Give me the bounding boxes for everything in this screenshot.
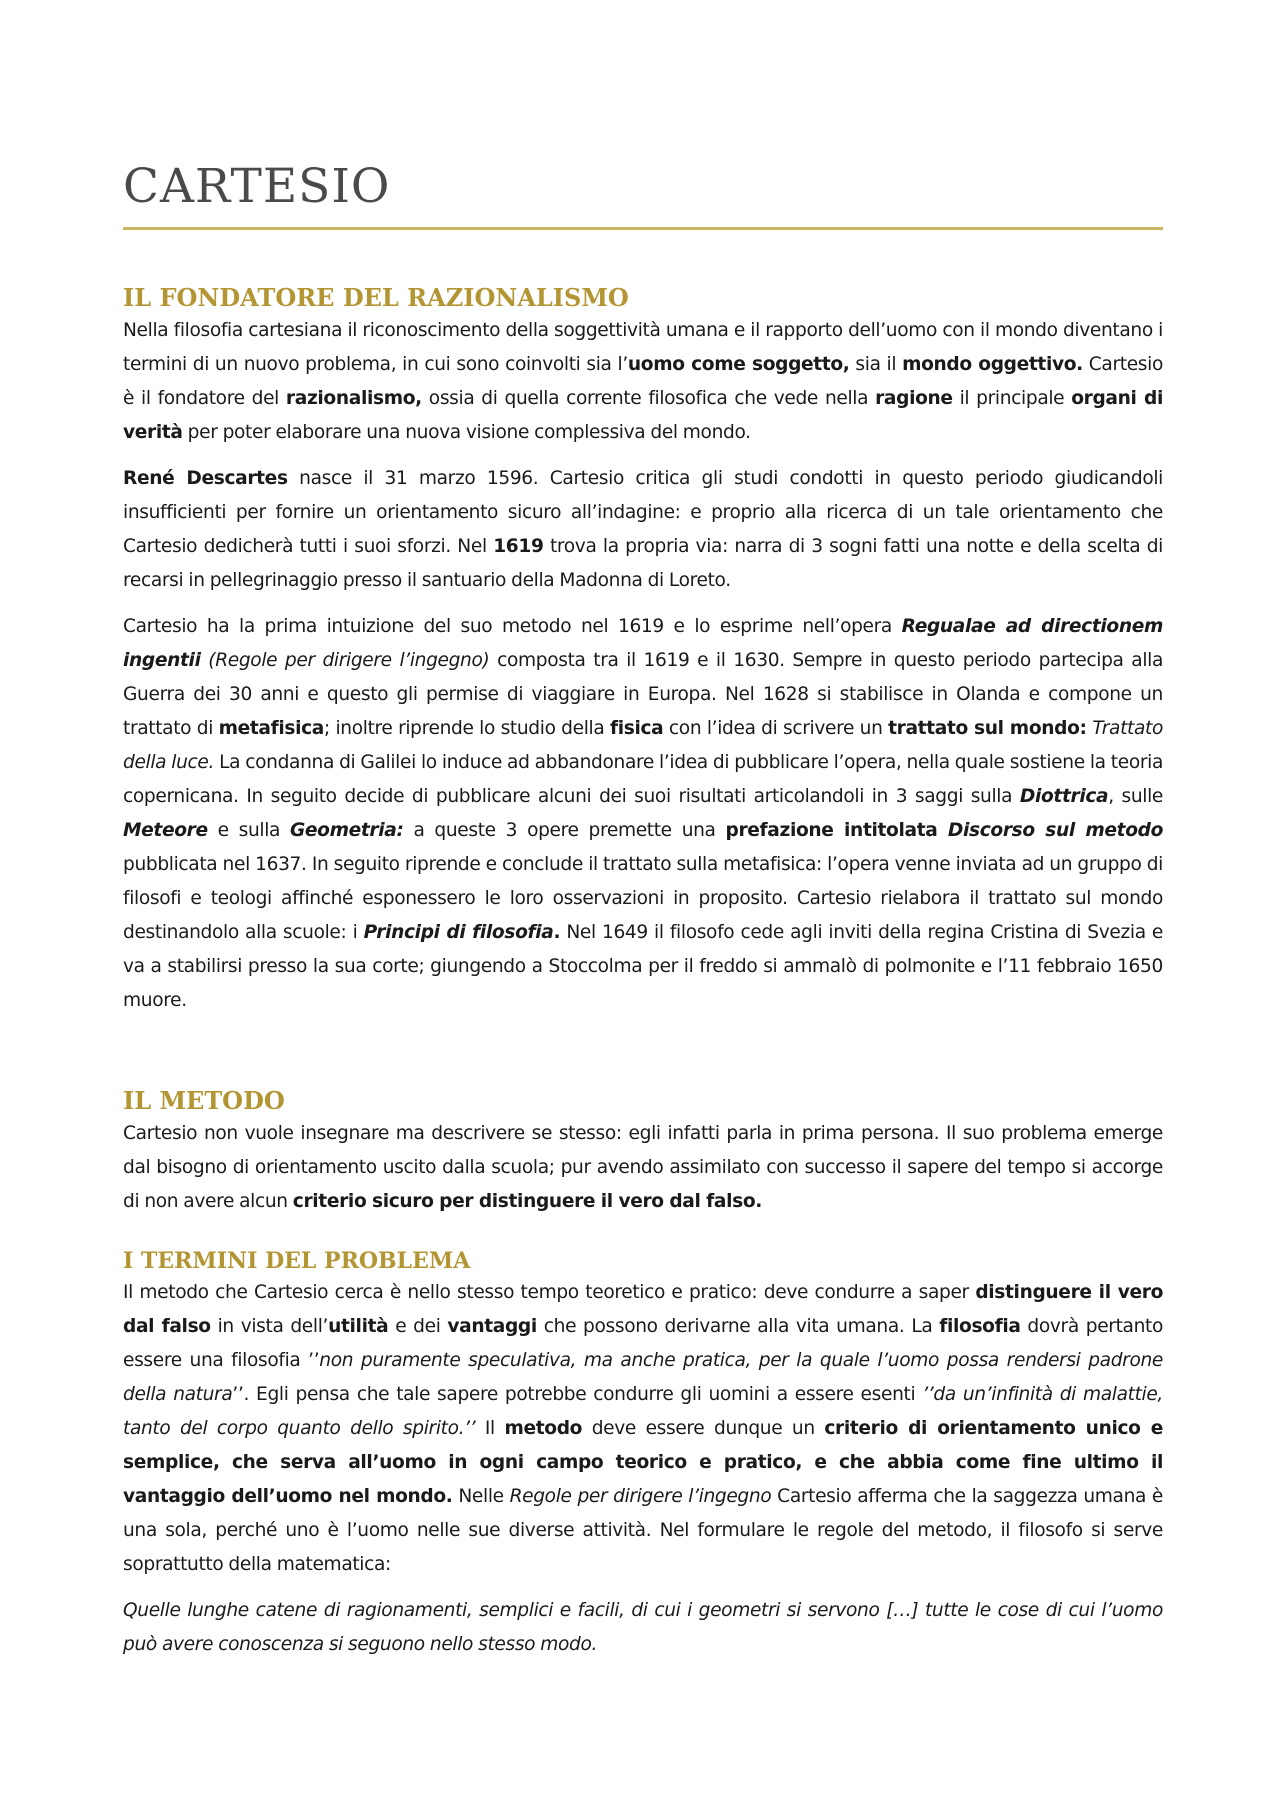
text-run: ’’. Egli pensa che tale sapere potrebbe condurre gli uomini a essere esenti: [232, 1384, 923, 1405]
text-run: uomo come soggetto,: [627, 354, 850, 375]
text-run: Nel 1649 il filosofo cede agli inviti della regina Cristina di Svezia e va a stabilirsi presso la sua corte; giungendo a Stoccolma per il freddo si ammalò di polmonite e l’11 febbraio 1650 muore.: [123, 922, 1164, 1011]
text-run: Diottrica: [1019, 786, 1109, 807]
text-run: La condanna di Galilei lo induce ad abbandonare l’idea di pubblicare l’opera, nella quale sostiene la teoria copernicana. In seguito decide di pubblicare alcuni dei suoi risultati articolandoli in 3 saggi sulla: [123, 752, 1164, 807]
paragraph-termini: [123, 1276, 1163, 1582]
text-run: mondo oggettivo.: [902, 354, 1083, 375]
text-run: (Regole per dirigere l’ingegno): [200, 650, 490, 671]
text-run: e sulla: [207, 820, 290, 841]
text-run: prefazione intitolata: [725, 820, 948, 841]
text-run: Discorso sul metodo: [947, 820, 1164, 841]
text-run: metafisica: [218, 718, 324, 739]
text-run: ; inoltre riprende lo studio della: [324, 718, 610, 739]
text-run: ossia di quella corrente filosofica che vede nella: [421, 388, 876, 409]
paragraph-metodo: [123, 1117, 1163, 1219]
text-run: deve essere dunque un: [582, 1418, 825, 1439]
quote-geometri: [123, 1594, 1163, 1662]
text-run: il principale: [952, 388, 1072, 409]
text-run: filosofia: [939, 1316, 1021, 1337]
text-run: a queste 3 opere premette una: [403, 820, 726, 841]
text-run: pubblicata nel 1637. In seguito riprende e conclude il trattato sulla metafisica: l’opera venne inviata ad un gruppo di filosofi e teologi affinché esponessero le loro osservazioni in proposito. Cartesio rielabora il trattato sul mondo destinandolo alla scuole: i: [123, 854, 1163, 943]
text-run: non puramente speculativa, ma anche pratica, per la quale l’uomo possa rendersi padrone della natura: [123, 1350, 1163, 1405]
paragraph-razionalismo: [123, 314, 1163, 450]
text-run: metodo: [504, 1418, 583, 1439]
text-run: in vista dell’: [210, 1316, 329, 1337]
text-run: Quelle lunghe catene di ragionamenti, semplici e facili, di cui i geometri si servono […] tutte le cose di cui l’uomo può avere conoscenza si seguono nello stesso modo.: [123, 1600, 1163, 1655]
text-run: Cartesio è il fondatore del: [123, 354, 1163, 409]
paragraph-opere: [123, 610, 1163, 1018]
text-run: 1619: [493, 536, 544, 557]
section-fondatore: [123, 282, 1163, 1018]
text-run: Nelle: [452, 1486, 510, 1507]
text-run: Regole per dirigere l’ingegno: [509, 1486, 772, 1507]
text-run: Regualae ad directionem ingentii: [123, 616, 1164, 671]
text-run: Principi di filosofia: [363, 922, 554, 943]
text-run: con l’idea di scrivere un: [663, 718, 889, 739]
text-run: Il: [475, 1418, 505, 1439]
text-run: Trattato della luce.: [123, 718, 1163, 773]
text-run: nasce il 31 marzo 1596. Cartesio critica gli studi condotti in questo periodo giudicandoli insufficienti per fornire un orientamento sicuro all’indagine: e proprio alla ricerca di un tale orientamento che Cartesio dedicherà tutti i suoi sforzi. Nel: [123, 468, 1163, 557]
page-title: CARTESIO: [123, 159, 391, 214]
text-run: razionalismo,: [285, 388, 422, 409]
text-run: Cartesio non vuole insegnare ma descrivere se stesso: egli infatti parla in prima persona. Il suo problema emerge dal bisogno di orientamento uscito dalla scuola; pur avendo assimilato con successo il sapere del tempo si accorge di non avere alcun: [123, 1123, 1163, 1212]
text-run: Cartesio afferma che la saggezza umana è una sola, perché uno è l’uomo nelle sue diverse attività. Nel formulare le regole del metodo, il filosofo si serve soprattutto della matematica:: [123, 1486, 1163, 1575]
section-termini-problema: [123, 1246, 1163, 1662]
text-run: , sulle: [1108, 786, 1163, 807]
section-heading-fondatore: IL FONDATORE DEL RAZIONALISMO: [123, 283, 629, 312]
text-run: criterio sicuro per distinguere il vero dal falso.: [292, 1191, 762, 1212]
text-run: utilità: [328, 1316, 389, 1337]
text-run: ragione: [875, 388, 953, 409]
text-run: Cartesio ha la prima intuizione del suo metodo nel 1619 e lo esprime nell’opera: [123, 616, 902, 637]
text-run: Nella filosofia cartesiana il riconoscimento della soggettività umana e il rapporto dell’uomo con il mondo diventano i termini di un nuovo problema, in cui sono coinvolti sia l’: [123, 320, 1163, 375]
text-run: trova la propria via: narra di 3 sogni fatti una notte e della scelta di recarsi in pellegrinaggio presso il santuario della Madonna di Loreto.: [123, 536, 1163, 591]
text-run: .: [553, 922, 561, 943]
section-heading-metodo: IL METODO: [123, 1086, 285, 1115]
text-run: dovrà pertanto essere una filosofia ’’: [123, 1316, 1163, 1371]
text-run: composta tra il 1619 e il 1630. Sempre in questo periodo partecipa alla Guerra dei 30 anni e questo gli permise di viaggiare in Europa. Nel 1628 si stabilisce in Olanda e compone un trattato di: [123, 650, 1163, 739]
text-run: sia il: [849, 354, 903, 375]
title-underline: [123, 227, 1163, 230]
text-run: trattato sul mondo:: [888, 718, 1087, 739]
text-run: Meteore: [123, 820, 208, 841]
text-run: fisica: [609, 718, 664, 739]
section-heading-termini: I TERMINI DEL PROBLEMA: [123, 1248, 471, 1274]
text-run: distinguere il vero dal falso: [123, 1282, 1164, 1337]
text-run: Geometria:: [290, 820, 404, 841]
text-run: vantaggi: [447, 1316, 537, 1337]
text-run: per poter elaborare una nuova visione complessiva del mondo.: [182, 422, 751, 443]
text-run: e dei: [388, 1316, 448, 1337]
text-run: ’’da un’infinità di malattie, tanto del corpo quanto dello spirito.’’: [123, 1384, 1163, 1439]
section-metodo: [123, 1085, 1163, 1219]
text-run: organi di verità: [123, 388, 1164, 443]
text-run: criterio di orientamento unico e semplice, che serva all’uomo in ogni campo teorico e pratico, e che abbia come fine ultimo il vantaggio dell’uomo nel mondo.: [123, 1418, 1163, 1507]
text-run: René Descartes: [123, 468, 288, 489]
paragraph-biografia: [123, 462, 1163, 598]
text-run: Il metodo che Cartesio cerca è nello stesso tempo teoretico e pratico: deve condurre a saper: [123, 1282, 976, 1303]
text-run: che possono derivarne alla vita umana. La: [536, 1316, 940, 1337]
